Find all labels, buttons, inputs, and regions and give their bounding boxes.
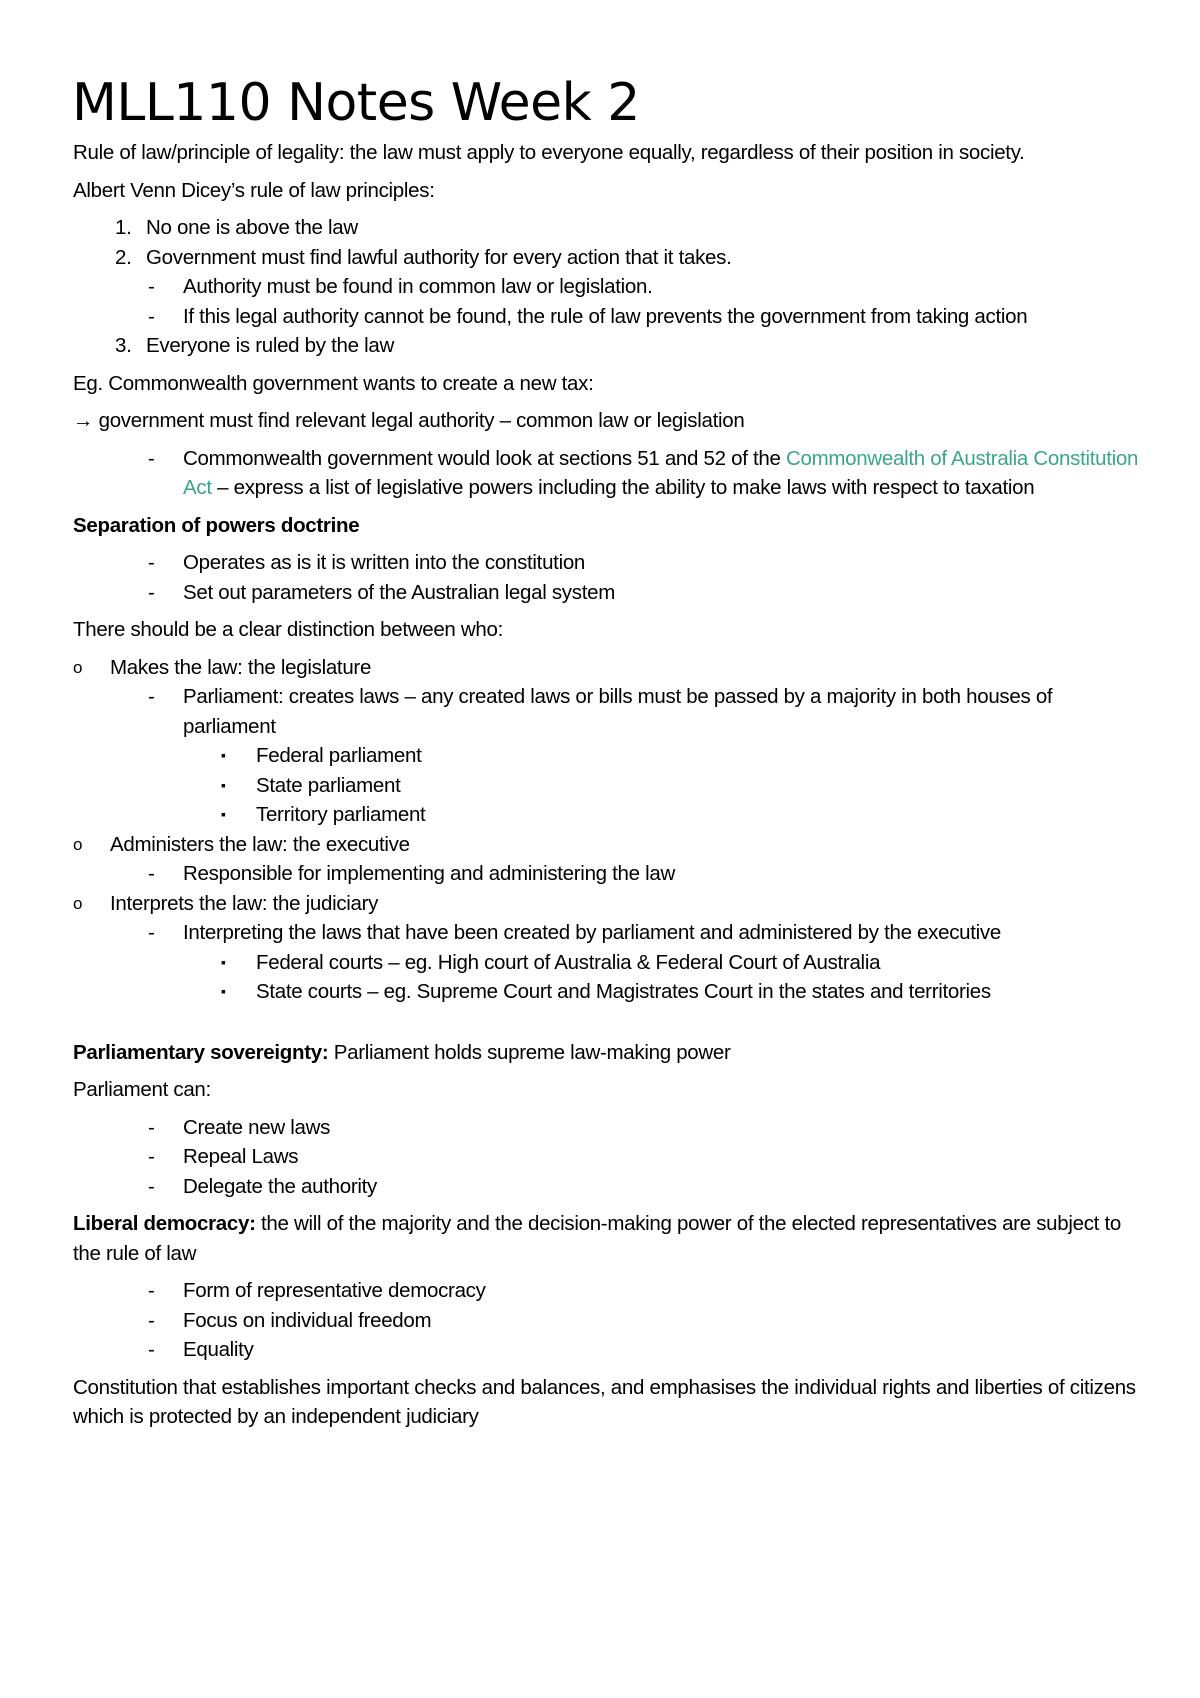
circle-bullet: o — [73, 834, 83, 854]
dash-bullet: - — [148, 1145, 155, 1168]
list-item — [73, 859, 1143, 889]
list-item-text: Create new laws — [183, 1115, 331, 1139]
list-item-text: Parliament: creates laws – any created laws or bills must be passed by a majority in both houses of parliament — [183, 685, 1053, 738]
list-item — [73, 771, 1143, 801]
list-item-text: Territory parliament — [256, 803, 426, 826]
list-item-text: Government must find lawful authority for every action that it takes. — [146, 245, 732, 269]
list-item-text: State parliament — [256, 773, 401, 797]
list-item-text: Operates as is it is written into the constitution — [183, 551, 586, 574]
list-item-text: Equality — [183, 1338, 254, 1361]
constitution-act-link[interactable]: Commonwealth of Australia Constitution Act — [183, 446, 1139, 499]
dash-bullet: - — [148, 551, 155, 574]
list-item — [73, 741, 1143, 771]
list-item-text: If this legal authority cannot be found, the rule of law prevents the government from taking action — [183, 304, 1028, 328]
spacer — [73, 1007, 1143, 1038]
dash-bullet: - — [148, 580, 155, 604]
dash-bullet: - — [148, 275, 155, 298]
list-item — [73, 948, 1143, 978]
list-item — [73, 444, 1143, 503]
separation-heading: Separation of powers doctrine — [73, 513, 360, 537]
closing-paragraph: Constitution that establishes important checks and balances, and emphasises the individual rights and liberties of citizens which is protected by an independent judiciary — [73, 1375, 1136, 1428]
sovereignty-text: Parliament holds supreme law-making power — [328, 1040, 731, 1064]
dash-bullet: - — [148, 1308, 155, 1332]
list-item-text: Federal parliament — [256, 744, 422, 767]
liberal-text: the will of the majority and the decision-making power of the elected representatives are subject to the rule of law — [73, 1212, 1121, 1265]
list-item — [73, 682, 1143, 741]
list-item — [73, 213, 1143, 243]
list-item-text: Commonwealth government would look at sections 51 and 52 of the Commonwealth of Australia Constitution Act – express a list of legislative powers including the ability to make laws with respect to taxation — [183, 446, 1139, 499]
list-item — [73, 331, 1143, 361]
list-item — [73, 800, 1143, 830]
list-item — [73, 977, 1143, 1007]
list-item-text: Federal courts – eg. High court of Australia & Federal Court of Australia — [256, 950, 881, 974]
square-bullet: ▪ — [221, 776, 226, 793]
dash-bullet: - — [148, 685, 155, 708]
list-item — [73, 1335, 1143, 1365]
list-item — [73, 243, 1143, 273]
list-item-text: Interprets the law: the judiciary — [110, 891, 379, 915]
dash-bullet: - — [148, 446, 155, 470]
list-item — [73, 830, 1143, 860]
list-item-text: Repeal Laws — [183, 1145, 299, 1168]
list-item-text: Everyone is ruled by the law — [146, 334, 394, 357]
liberal-label: Liberal democracy: — [73, 1212, 256, 1235]
list-item-text: Form of representative democracy — [183, 1279, 486, 1302]
dicey-heading: Albert Venn Dicey’s rule of law principles: — [73, 178, 435, 202]
sovereignty-label: Parliamentary sovereignty: — [73, 1040, 329, 1064]
list-item — [73, 1306, 1143, 1336]
list-item — [73, 918, 1143, 948]
sovereignty-line — [73, 1038, 1143, 1068]
list-item — [73, 1276, 1143, 1306]
list-item-text: State courts – eg. Supreme Court and Magistrates Court in the states and territories — [256, 980, 991, 1003]
list-item — [73, 548, 1143, 578]
dash-bullet: - — [148, 1174, 155, 1198]
tax-example: Eg. Commonwealth government wants to create a new tax: — [73, 371, 594, 395]
dash-bullet: - — [148, 1279, 155, 1302]
arrow-icon: → — [73, 409, 94, 432]
list-item-text: Set out parameters of the Australian legal system — [183, 580, 615, 604]
list-item-text: Interpreting the laws that have been created by parliament and administered by the executive — [183, 921, 1001, 944]
list-item — [73, 653, 1143, 683]
list-item — [73, 302, 1143, 332]
dash-bullet: - — [148, 921, 155, 944]
list-item — [73, 272, 1143, 302]
document-body — [73, 138, 1143, 1440]
rule-of-law-intro: Rule of law/principle of legality: the law must apply to everyone equally, regardless of their position in society. — [73, 141, 1025, 164]
dash-bullet: - — [148, 304, 155, 328]
list-item-text: Makes the law: the legislature — [110, 655, 372, 679]
arrow-line — [73, 406, 1143, 436]
square-bullet: ▪ — [221, 747, 226, 763]
dash-bullet: - — [148, 1338, 155, 1361]
list-item-text: Responsible for implementing and administering the law — [183, 862, 676, 885]
list-item-text: No one is above the law — [146, 216, 358, 239]
parliament-can: Parliament can: — [73, 1078, 211, 1101]
list-number: 1. — [115, 216, 132, 239]
circle-bullet: o — [73, 657, 83, 677]
list-number: 2. — [115, 245, 132, 269]
circle-bullet: o — [73, 893, 83, 913]
square-bullet: ▪ — [221, 953, 226, 970]
square-bullet: ▪ — [221, 983, 226, 999]
list-item — [73, 1172, 1143, 1202]
square-bullet: ▪ — [221, 806, 226, 822]
dash-bullet: - — [148, 1115, 155, 1139]
page-title: MLL110 Notes Week 2 — [72, 73, 640, 133]
dash-bullet: - — [148, 862, 155, 885]
list-item — [73, 889, 1143, 919]
list-item-text: Focus on individual freedom — [183, 1308, 432, 1332]
arrow-text: government must find relevant legal authority – common law or legislation — [98, 409, 745, 432]
list-number: 3. — [115, 334, 132, 357]
list-item — [73, 578, 1143, 608]
liberal-democracy-line — [73, 1209, 1143, 1268]
list-item-text: Authority must be found in common law or legislation. — [183, 275, 653, 298]
list-item-text: Delegate the authority — [183, 1174, 377, 1198]
list-item-text: Administers the law: the executive — [110, 832, 410, 856]
list-item — [73, 1113, 1143, 1143]
distinction-line: There should be a clear distinction between who: — [73, 618, 504, 641]
list-item — [73, 1142, 1143, 1172]
